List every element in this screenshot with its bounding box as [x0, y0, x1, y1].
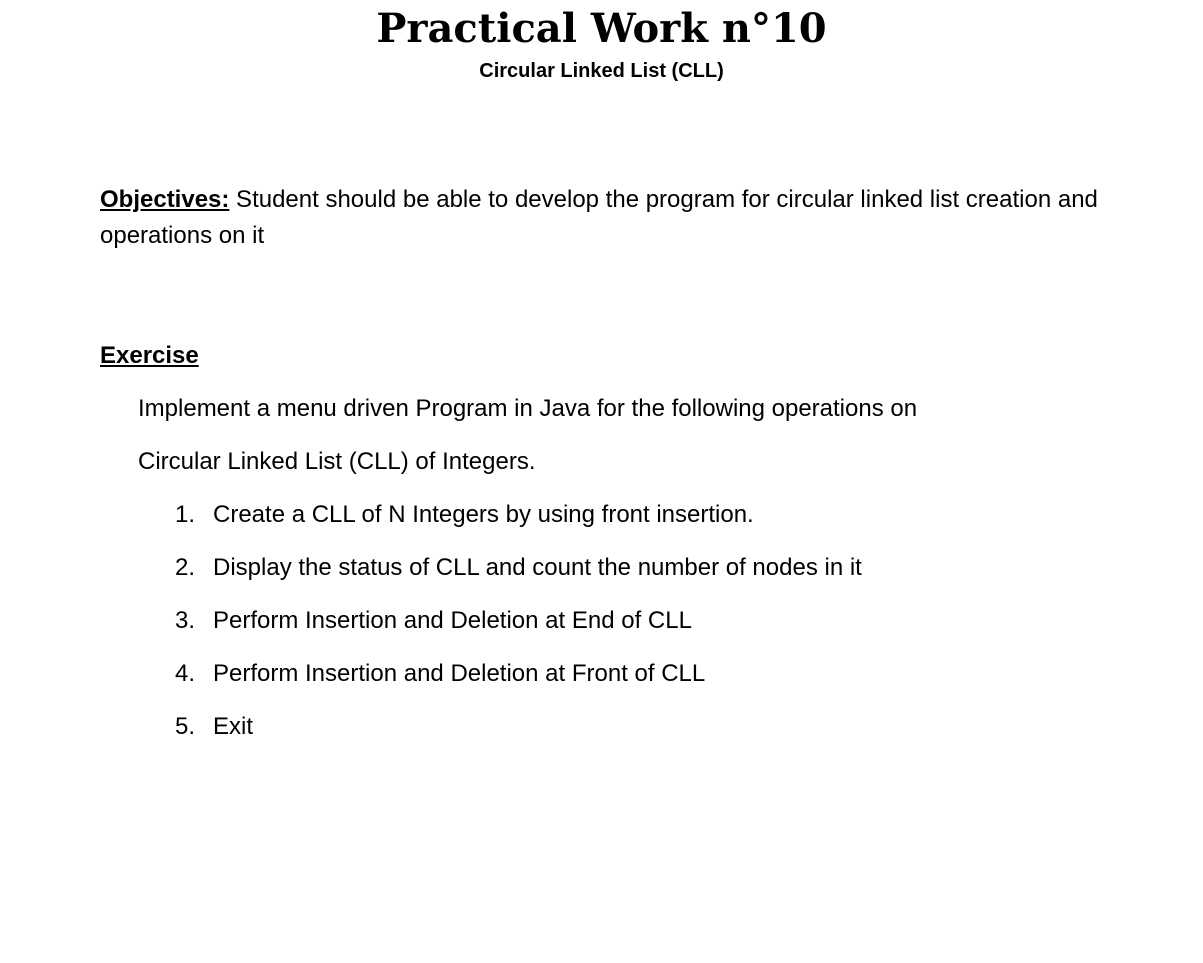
exercise-intro-line-2: Circular Linked List (CLL) of Integers. [138, 448, 536, 475]
list-item [138, 552, 862, 605]
exercise-intro-line-1: Implement a menu driven Program in Java for the following operations on [138, 395, 918, 422]
page-subtitle: Circular Linked List (CLL) [479, 60, 724, 82]
objectives-label: Objectives: [100, 186, 230, 213]
list-item-number: 3. [175, 607, 196, 634]
operations-list [138, 499, 862, 764]
list-item-text: Perform Insertion and Deletion at End of CLL [213, 607, 692, 634]
list-item [138, 658, 862, 711]
list-item-text: Exit [213, 713, 254, 740]
objectives-text: Student should be able to develop the program for circular linked list creation and operations on it [100, 186, 1098, 249]
list-item-number: 5. [175, 713, 196, 740]
list-item [138, 711, 862, 764]
list-item [138, 499, 862, 552]
list-item-text: Display the status of CLL and count the number of nodes in it [213, 554, 862, 581]
list-item [138, 605, 862, 658]
page-title: Practical Work n°10 [376, 5, 827, 52]
objectives-paragraph [100, 182, 1120, 254]
exercise-heading: Exercise [100, 342, 199, 369]
list-item-number: 2. [175, 554, 196, 581]
list-item-text: Perform Insertion and Deletion at Front of CLL [213, 660, 706, 687]
list-item-number: 1. [175, 501, 196, 528]
list-item-number: 4. [175, 660, 196, 687]
list-item-text: Create a CLL of N Integers by using front insertion. [213, 501, 754, 528]
